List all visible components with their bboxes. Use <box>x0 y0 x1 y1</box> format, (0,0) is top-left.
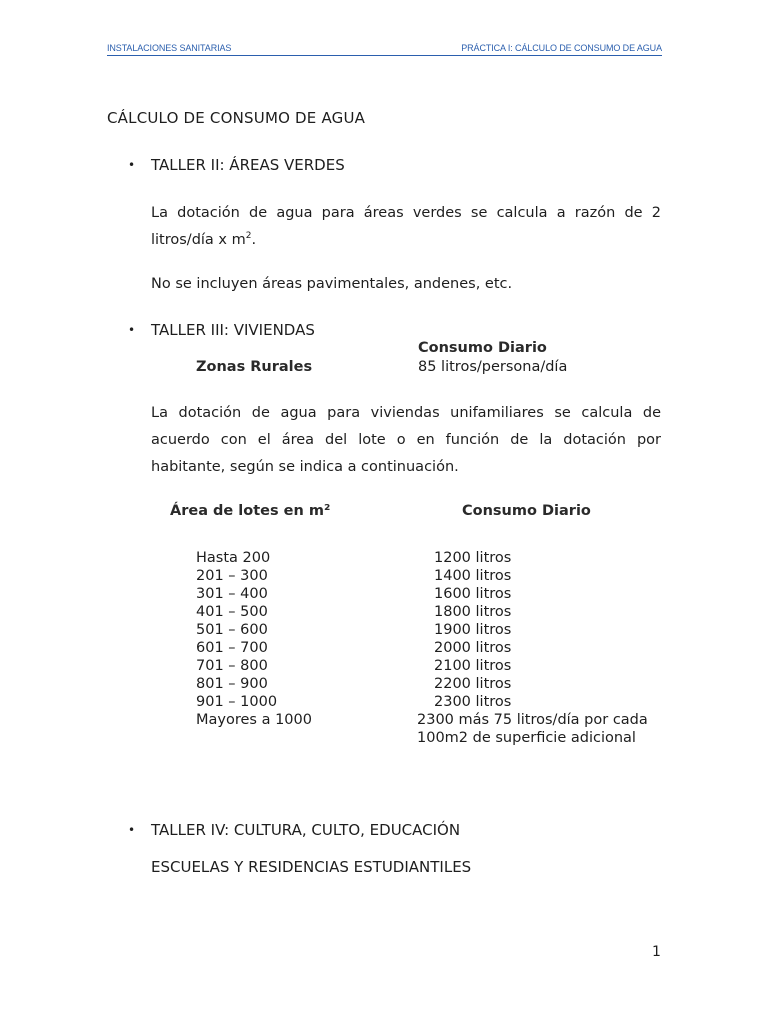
superscript-2: 2 <box>245 231 252 242</box>
bullet-taller-4: • <box>128 823 136 837</box>
table-consumo-cell: 1400 litros <box>434 568 512 584</box>
table-consumo-cell: 2300 litros <box>434 694 512 710</box>
table-consumo-cell: 1800 litros <box>434 604 512 620</box>
table-consumo-cell: 1200 litros <box>434 550 512 566</box>
header-left-text: INSTALACIONES SANITARIAS <box>107 43 232 53</box>
table-area-cell: 401 – 500 <box>196 604 268 620</box>
table-consumo-column <box>434 549 511 711</box>
table-consumo-last-line-1: 2300 más 75 litros/día por cada <box>417 712 648 728</box>
bullet-taller-3: • <box>128 323 136 337</box>
bullet-taller-2: • <box>128 158 136 172</box>
table-area-cell: 201 – 300 <box>196 568 268 584</box>
table-consumo-cell: 2100 litros <box>434 658 512 674</box>
table-consumo-cell: 1900 litros <box>434 622 512 638</box>
table-header-consumo: Consumo Diario <box>462 503 591 519</box>
taller-2-paragraph-2: No se incluyen áreas pavimentales, andenes, etc. <box>151 276 513 292</box>
table-area-cell: 501 – 600 <box>196 622 268 638</box>
taller-2-heading: TALLER II: ÁREAS VERDES <box>151 156 345 174</box>
table-area-cell: Hasta 200 <box>196 550 271 566</box>
table-consumo-cell: 2200 litros <box>434 676 512 692</box>
table-header-area: Área de lotes en m² <box>170 503 331 519</box>
header-right-text: PRÁCTICA I: CÁLCULO DE CONSUMO DE AGUA <box>461 43 662 53</box>
table-area-cell: 601 – 700 <box>196 640 268 656</box>
page-header <box>107 43 662 56</box>
taller-3-heading: TALLER III: VIVIENDAS <box>151 321 315 339</box>
zonas-rurales-label: Zonas Rurales <box>196 359 313 375</box>
table-area-column <box>196 549 312 729</box>
table-consumo-last-cell <box>417 711 648 747</box>
document-title: CÁLCULO DE CONSUMO DE AGUA <box>107 109 366 127</box>
table-consumo-cell: 2000 litros <box>434 640 512 656</box>
consumo-diario-header: Consumo Diario <box>418 340 547 356</box>
taller-4-subheading: ESCUELAS Y RESIDENCIAS ESTUDIANTILES <box>151 858 472 876</box>
table-area-cell: 301 – 400 <box>196 586 268 602</box>
taller-2-paragraph-1-end: . <box>251 232 257 248</box>
zonas-rurales-value: 85 litros/persona/día <box>418 359 568 375</box>
taller-2-paragraph-1-text: La dotación de agua para áreas verdes se calcula a razón de 2 litros/día x m <box>151 205 661 248</box>
taller-3-paragraph: La dotación de agua para viviendas unifamiliares se calcula de acuerdo con el área del lote o en función de la dotación por habitante, según se indica a continuación. <box>151 405 661 475</box>
table-area-cell: Mayores a 1000 <box>196 712 312 728</box>
table-consumo-last-line-2: 100m2 de superficie adicional <box>417 730 636 746</box>
table-area-cell: 801 – 900 <box>196 676 268 692</box>
page-number: 1 <box>652 944 661 960</box>
table-area-cell: 901 – 1000 <box>196 694 278 710</box>
table-area-cell: 701 – 800 <box>196 658 268 674</box>
taller-4-heading: TALLER IV: CULTURA, CULTO, EDUCACIÓN <box>151 821 461 839</box>
taller-2-paragraph-1 <box>151 200 661 254</box>
table-consumo-cell: 1600 litros <box>434 586 512 602</box>
